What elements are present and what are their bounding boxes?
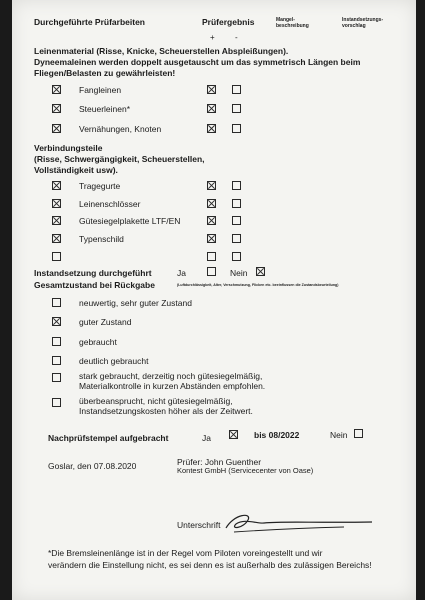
zustand-gut-label: guter Zustand	[79, 317, 132, 327]
leinen-title-1: Leinenmaterial (Risse, Knicke, Scheuerstellen Abspleißungen).	[34, 46, 289, 56]
column-header-repair	[342, 17, 392, 29]
verbindung-title-1: Verbindungsteile	[34, 143, 103, 153]
stempel-label: Nachprüfstempel aufgebracht	[48, 433, 169, 443]
column-header-work: Durchgeführte Prüfarbeiten	[34, 17, 145, 27]
typenschild-label: Typenschild	[79, 234, 124, 244]
pruefer-company: Kontest GmbH (Servicecenter von Oase)	[177, 466, 314, 475]
vernaehungen-plus-checkbox[interactable]	[207, 124, 216, 133]
zustand-stark-line1: stark gebraucht, derzeitig noch gütesiegelmäßig,	[79, 371, 263, 381]
leinenschloesser-plus-checkbox[interactable]	[207, 199, 216, 208]
zustand-stark-line2: Materialkontrolle in kurzen Abständen empfohlen.	[79, 381, 266, 391]
signature-drawing	[224, 506, 374, 540]
footnote-line2: verändern die Einstellung nicht, es sei denn es ist außerhalb des zulässigen Bereichs!	[48, 560, 372, 570]
guetesiegel-label: Gütesiegelplakette LTF/EN	[79, 216, 181, 226]
stempel-bis-date: bis 08/2022	[254, 430, 300, 440]
guetesiegel-plus-checkbox[interactable]	[207, 216, 216, 225]
column-header-defect-text: Mangel- beschreibung	[276, 17, 309, 29]
instandsetzung-nein-label: Nein	[230, 268, 248, 278]
instandsetzung-nein-checkbox[interactable]	[256, 267, 265, 276]
instandsetzung-label: Instandsetzung durchgeführt	[34, 268, 152, 278]
instandsetzung-ja-checkbox[interactable]	[207, 267, 216, 276]
leinen-title-3: Fliegen/Belasten zu gewährleisten!	[34, 68, 176, 78]
typenschild-plus-checkbox[interactable]	[207, 234, 216, 243]
zustand-neuwertig-label: neuwertig, sehr guter Zustand	[79, 298, 192, 308]
column-header-repair-text: Instandsetzungs- vorschlag	[342, 17, 384, 29]
leinenschloesser-minus-checkbox[interactable]	[232, 199, 241, 208]
tragegurte-plus-checkbox[interactable]	[207, 181, 216, 190]
minus-sign: -	[235, 33, 238, 42]
zustand-ueberbeansprucht-line2: Instandsetzungskosten höher als der Zeitwert.	[79, 406, 253, 416]
zustand-neuwertig-checkbox[interactable]	[52, 298, 61, 307]
extra-item-plus-checkbox[interactable]	[207, 252, 216, 261]
leinenschloesser-checkbox[interactable]	[52, 199, 61, 208]
steuerleinen-plus-checkbox[interactable]	[207, 104, 216, 113]
vernaehungen-checkbox[interactable]	[52, 124, 61, 133]
guetesiegel-checkbox[interactable]	[52, 216, 61, 225]
vernaehungen-minus-checkbox[interactable]	[232, 124, 241, 133]
stempel-nein-label: Nein	[330, 430, 348, 440]
typenschild-checkbox[interactable]	[52, 234, 61, 243]
zustand-gut-checkbox[interactable]	[52, 317, 61, 326]
place-date: Goslar, den 07.08.2020	[48, 461, 137, 471]
fangleinen-label: Fangleinen	[79, 85, 122, 95]
steuerleinen-checkbox[interactable]	[52, 104, 61, 113]
steuerleinen-label: Steuerleinen*	[79, 104, 131, 114]
stempel-ja-label: Ja	[202, 433, 211, 443]
fangleinen-minus-checkbox[interactable]	[232, 85, 241, 94]
extra-item-checkbox[interactable]	[52, 252, 61, 261]
zustand-ueberbeansprucht-line1: überbeansprucht, nicht gütesiegelmäßig,	[79, 396, 233, 406]
tragegurte-checkbox[interactable]	[52, 181, 61, 190]
footnote-line1: *Die Bremsleinenlänge ist in der Regel vom Piloten voreingestellt und wir	[48, 548, 323, 558]
signature-label: Unterschrift	[177, 520, 221, 530]
column-header-result: Prüfergebnis	[202, 17, 255, 27]
tragegurte-minus-checkbox[interactable]	[232, 181, 241, 190]
zustand-ueberbeansprucht-checkbox[interactable]	[52, 398, 61, 407]
document-page	[12, 0, 416, 600]
fangleinen-plus-checkbox[interactable]	[207, 85, 216, 94]
leinen-title-2: Dyneemaleinen werden doppelt ausgetauscht um das symmetrisch Längen beim	[34, 57, 361, 67]
typenschild-minus-checkbox[interactable]	[232, 234, 241, 243]
zustand-stark-checkbox[interactable]	[52, 373, 61, 382]
stempel-nein-checkbox[interactable]	[354, 429, 363, 438]
zustand-deutlich-checkbox[interactable]	[52, 356, 61, 365]
verbindung-title-2: (Risse, Schwergängigkeit, Scheuerstellen,	[34, 154, 205, 164]
gesamtzustand-note: (Luftdurchlässigkeit, Alter, Verschmutzung, Flicken etc. beeinflussen die Zustandsbeurteilung)	[177, 283, 339, 287]
column-header-defect	[276, 17, 316, 29]
guetesiegel-minus-checkbox[interactable]	[232, 216, 241, 225]
zustand-gebraucht-checkbox[interactable]	[52, 337, 61, 346]
pruefer-name: Prüfer: John Guenther	[177, 457, 262, 467]
zustand-deutlich-label: deutlich gebraucht	[79, 356, 149, 366]
verbindung-title-3: Vollständigkeit usw).	[34, 165, 118, 175]
gesamtzustand-label: Gesamtzustand bei Rückgabe	[34, 280, 155, 290]
steuerleinen-minus-checkbox[interactable]	[232, 104, 241, 113]
vernaehungen-label: Vernähungen, Knoten	[79, 124, 162, 134]
fangleinen-checkbox[interactable]	[52, 85, 61, 94]
plus-sign: +	[210, 33, 215, 42]
leinenschloesser-label: Leinenschlösser	[79, 199, 141, 209]
instandsetzung-ja-label: Ja	[177, 268, 186, 278]
tragegurte-label: Tragegurte	[79, 181, 121, 191]
stempel-ja-checkbox[interactable]	[229, 430, 238, 439]
zustand-gebraucht-label: gebraucht	[79, 337, 117, 347]
extra-item-minus-checkbox[interactable]	[232, 252, 241, 261]
